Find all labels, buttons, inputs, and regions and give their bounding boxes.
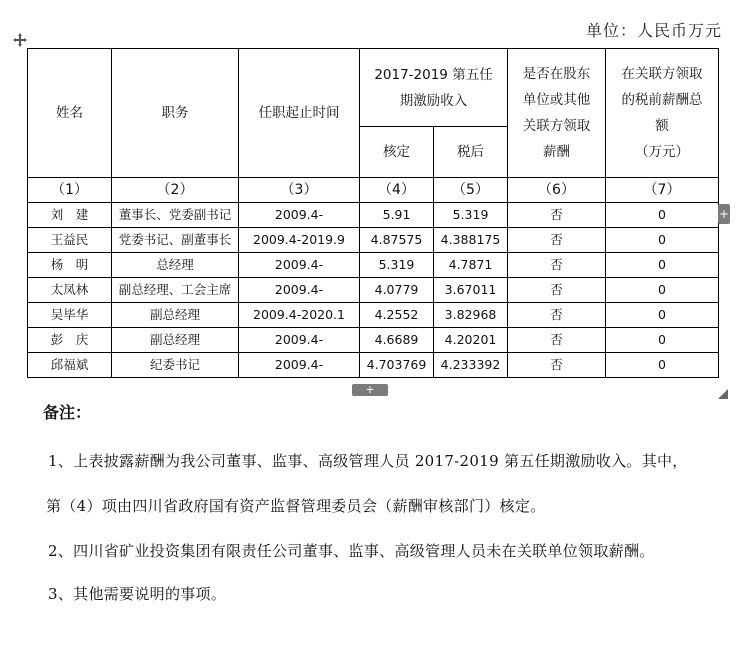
table-row: [28, 228, 719, 253]
cell-other: 否: [508, 328, 606, 353]
table-row: [28, 203, 719, 228]
column-number: （7）: [606, 178, 719, 203]
cell-term: 2009.4-: [239, 328, 360, 353]
cell-total: 0: [606, 228, 719, 253]
cell-other: 否: [508, 203, 606, 228]
cell-approved: 4.6689: [360, 328, 434, 353]
column-number: （6）: [508, 178, 606, 203]
cell-position: 副总经理、工会主席: [112, 278, 239, 303]
cell-position: 董事长、党委副书记: [112, 203, 239, 228]
cell-other: 否: [508, 228, 606, 253]
cell-other: 否: [508, 303, 606, 328]
cell-term: 2009.4-2019.9: [239, 228, 360, 253]
header-term: 任职起止时间: [239, 49, 360, 178]
cell-approved: 5.91: [360, 203, 434, 228]
salary-table: [27, 48, 719, 378]
column-number: （1）: [28, 178, 112, 203]
header-approved: 核定: [360, 127, 434, 178]
notes-title: 备注：: [43, 403, 92, 422]
add-row-button[interactable]: [352, 384, 388, 396]
cell-name: 邱福斌: [28, 353, 112, 378]
cell-after-tax: 5.319: [434, 203, 508, 228]
cell-term: 2009.4-: [239, 203, 360, 228]
cell-other: 否: [508, 253, 606, 278]
move-icon[interactable]: [12, 33, 28, 49]
plus-icon: +: [365, 383, 375, 396]
cell-name: 杨 明: [28, 253, 112, 278]
cell-total: 0: [606, 253, 719, 278]
cell-total: 0: [606, 328, 719, 353]
note-3: 3、其他需要说明的事项。: [48, 585, 227, 603]
table-row: [28, 278, 719, 303]
cell-total: 0: [606, 303, 719, 328]
cell-name: 刘 建: [28, 203, 112, 228]
cell-name: 吴毕华: [28, 303, 112, 328]
header-pretax-total-text: 在关联方领取的税前薪酬总额: [621, 66, 703, 134]
note-2: 2、四川省矿业投资集团有限责任公司董事、监事、高级管理人员未在关联单位领取薪酬。: [48, 542, 655, 560]
note-1-line-1: 1、上表披露薪酬为我公司董事、监事、高级管理人员 2017-2019 第五任期激励收入。其中，: [48, 452, 688, 470]
table-row: [28, 253, 719, 278]
cell-after-tax: 3.82968: [434, 303, 508, 328]
cell-name: 太凤林: [28, 278, 112, 303]
column-number-row: [28, 178, 719, 203]
column-number: （2）: [112, 178, 239, 203]
header-position: 职务: [112, 49, 239, 178]
column-number: （4）: [360, 178, 434, 203]
cell-term: 2009.4-: [239, 353, 360, 378]
table-row: [28, 303, 719, 328]
cell-term: 2009.4-: [239, 278, 360, 303]
cell-approved: 5.319: [360, 253, 434, 278]
cell-position: 纪委书记: [112, 353, 239, 378]
column-number: （3）: [239, 178, 360, 203]
header-name: 姓名: [28, 49, 112, 178]
table-row: [28, 328, 719, 353]
header-incentive: 2017-2019 第五任期激励收入: [360, 49, 508, 127]
column-number: （5）: [434, 178, 508, 203]
cell-position: 副总经理: [112, 303, 239, 328]
note-1-line-2: 第（4）项由四川省政府国有资产监督管理委员会（薪酬审核部门）核定。: [46, 497, 546, 515]
plus-icon: +: [718, 207, 730, 221]
header-pretax-unit: （万元）: [635, 144, 690, 160]
cell-approved: 4.0779: [360, 278, 434, 303]
cell-other: 否: [508, 353, 606, 378]
cell-total: 0: [606, 203, 719, 228]
cell-after-tax: 4.233392: [434, 353, 508, 378]
cell-position: 总经理: [112, 253, 239, 278]
cell-position: 副总经理: [112, 328, 239, 353]
cell-total: 0: [606, 278, 719, 303]
header-after-tax: 税后: [434, 127, 508, 178]
cell-term: 2009.4-2020.1: [239, 303, 360, 328]
header-pretax-total: [606, 49, 719, 178]
unit-label: 单位：人民币万元: [585, 21, 722, 40]
table-row: [28, 353, 719, 378]
resize-icon[interactable]: [718, 384, 728, 394]
cell-after-tax: 4.20201: [434, 328, 508, 353]
cell-name: 王益民: [28, 228, 112, 253]
cell-after-tax: 4.7871: [434, 253, 508, 278]
header-other-units: 是否在股东单位或其他关联方领取薪酬: [508, 49, 606, 178]
cell-after-tax: 4.388175: [434, 228, 508, 253]
cell-approved: 4.2552: [360, 303, 434, 328]
cell-after-tax: 3.67011: [434, 278, 508, 303]
cell-name: 彭 庆: [28, 328, 112, 353]
cell-other: 否: [508, 278, 606, 303]
add-column-button[interactable]: [718, 204, 730, 224]
cell-total: 0: [606, 353, 719, 378]
cell-term: 2009.4-: [239, 253, 360, 278]
cell-approved: 4.87575: [360, 228, 434, 253]
cell-approved: 4.703769: [360, 353, 434, 378]
cell-position: 党委书记、副董事长: [112, 228, 239, 253]
